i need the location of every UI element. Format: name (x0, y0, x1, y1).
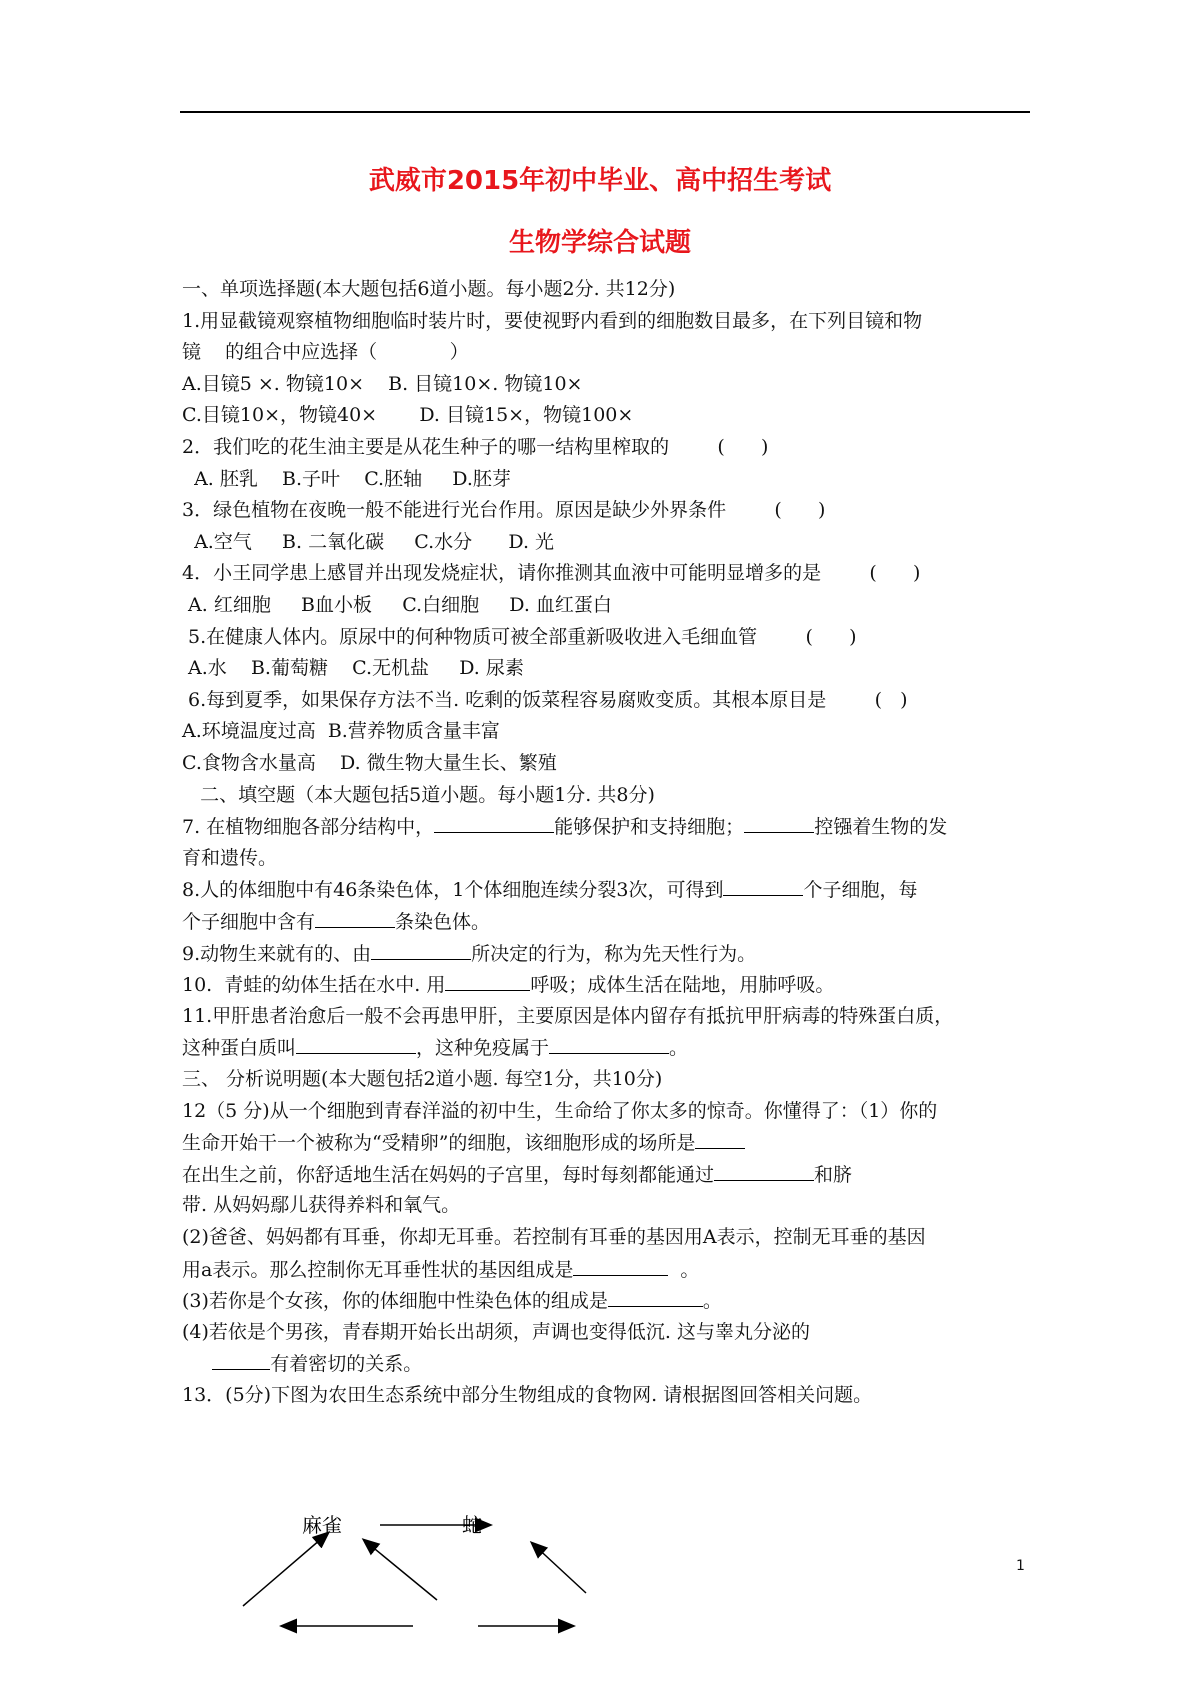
line-text: 个子细胞中含有 (182, 911, 316, 933)
arrow-to-snake (532, 1543, 586, 1593)
line-text: 。 (669, 1037, 689, 1060)
line-text: 6.每到夏季，如果保存方法不当. 吃剩的饭菜程容易腐败变质。其根本原目是 ( ) (182, 688, 908, 711)
exam-title: 武威市2015年初中毕业、高中招生考试 (368, 166, 832, 196)
line-text: A. 红细胞 B血小板 C.白细胞 D. 血红蛋白 (182, 594, 612, 616)
line-text: 4．小王同学患上感冒并出现发烧症状，请你推测其血液中可能明显增多的是 ( ) (182, 562, 921, 585)
line-text: 12（5 分)从一个细胞到青春洋溢的初中生，生命给了你太多的惊奇。你懂得了：（1）你的 (182, 1099, 938, 1122)
line-text: 个子细胞，每 (803, 879, 918, 902)
line-text: 这种蛋白质叫 (182, 1037, 297, 1060)
line-text: 用a表示。那么控制你无耳垂性状的基因组成是 (182, 1258, 574, 1281)
line-text: 和脐 (814, 1163, 853, 1186)
page-number: 1 (1016, 1558, 1025, 1574)
line-text: 控镪着生物的发 (814, 816, 948, 839)
line-text: 镜 的组合中应选择（ ） (182, 341, 469, 364)
line-text: 9.动物生来就有的、由 (182, 942, 372, 965)
line-text: 。 (702, 1290, 722, 1313)
line-text: 所决定的行为，称为先天性行为。 (471, 942, 757, 965)
line-text: A.目镜5 ×. 物镜10× B. 目镜10×. 物镜10× (182, 372, 583, 395)
line-text: A.水 B.葡萄糖 C.无机盐 D. 尿素 (182, 657, 524, 680)
line-text: ，这种免疫属于 (416, 1037, 550, 1060)
line-text: C.食物含水量高 D. 微生物大量生长、繁殖 (182, 752, 557, 774)
line-text: 带. 从妈妈鄢儿获得养料和氧气。 (182, 1194, 461, 1217)
line-text: A.空气 B. 二氧化碳 C.水分 D. 光 (182, 530, 555, 553)
exam-subtitle: 生物学综合试题 (508, 228, 691, 258)
line-text: 1.用显截镜观察植物细胞临时装片时，要使视野内看到的细胞数目最多，在下列目镜和物 (182, 309, 923, 332)
line-text: 10. 青蛙的幼体生括在水中. 用 (182, 974, 446, 997)
line-text: 二、填空题（本大题包括5道小题。每小题1分. 共8分) (182, 783, 655, 806)
line-text: 一、单项选择题(本大题包括6道小题。每小题2分. 共12分) (182, 278, 676, 300)
line-text: A. 胚乳 B.子叶 C.胚轴 D.胚芽 (182, 467, 511, 490)
line-text: 11.甲肝患者治愈后一般不会再患甲肝，主要原因是体内留存有抵抗甲肝病毒的特殊蛋白质， (182, 1004, 954, 1027)
node-label-snake: 蛇 (462, 1513, 482, 1537)
line-text: 能够保护和支持细胞； (554, 816, 745, 839)
line-text: 8.人的体细胞中有46条染色体，1个体细胞连续分裂3次，可得到 (182, 879, 724, 902)
node-label-sparrow: 麻雀 (302, 1513, 342, 1537)
line-text: A.环境温度过高 B.营养物质含量丰富 (182, 720, 500, 743)
line-text: (4)若依是个男孩，青春期开始长出胡须，声调也变得低沉. 这与睾丸分泌的 (182, 1320, 810, 1343)
line-text: 3．绿色植物在夜晚一般不能进行光台作用。原因是缺少外界条件 ( ) (182, 499, 826, 522)
line-text: 有着密切的关系。 (270, 1353, 423, 1376)
line-text: 三、 分析说明题(本大题包括2道小题. 每空1分，共10分) (182, 1068, 663, 1090)
arrow-to-sparrow-left (243, 1533, 328, 1606)
line-text: 2．我们吃的花生油主要是从花生种子的哪一结构里榨取的 ( ) (182, 436, 769, 458)
line-text: (2)爸爸、妈妈都有耳垂，你却无耳垂。若控制有耳垂的基因用A表示，控制无耳垂的基因 (182, 1226, 926, 1248)
line-text: 生命开始干一个被称为“受精卵”的细胞，该细胞形成的场所是 (182, 1132, 696, 1155)
line-text: (3)若你是个女孩，你的体细胞中性染色体的组成是 (182, 1290, 608, 1313)
line-text: 条染色体。 (395, 911, 491, 933)
line-text: C.目镜10×，物镜40× D. 目镜15×，物镜100× (182, 404, 634, 427)
line-text: 13．(5分)下图为农田生态系统中部分生物组成的食物网. 请根据图回答相关问题。 (182, 1384, 873, 1406)
line-text: 呼吸；成体生活在陆地，用肺呼吸。 (530, 974, 835, 997)
line-text: 育和遗传。 (182, 846, 278, 869)
arrow-to-sparrow-right (364, 1540, 437, 1600)
line-text: 7. 在植物细胞各部分结构中， (182, 816, 435, 839)
line-text: 。 (668, 1258, 700, 1281)
line-text: 5.在健康人体内。原尿中的何种物质可被全部重新吸收进入毛细血管 ( ) (182, 625, 857, 648)
line-text: 在出生之前，你舒适地生活在妈妈的子宫里，每时每刻都能通过 (182, 1163, 715, 1186)
